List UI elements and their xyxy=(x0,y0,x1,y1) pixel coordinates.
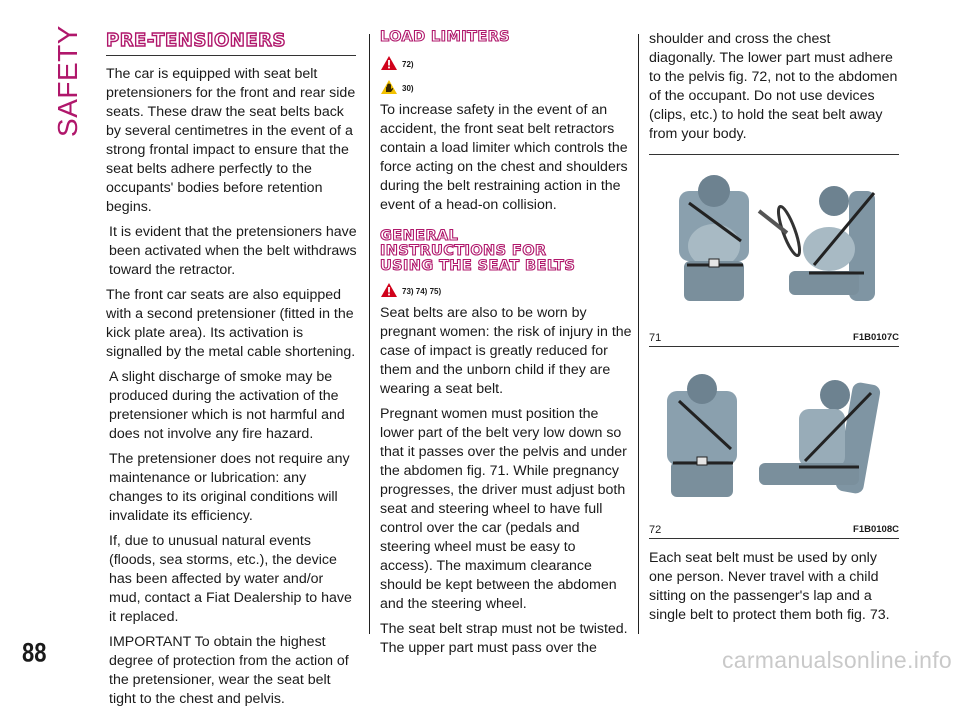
caution-hand-icon xyxy=(380,79,398,95)
figure-caption xyxy=(649,332,899,344)
figure-caption xyxy=(649,524,899,536)
paragraph: The car is equipped with seat belt pretensioners for the front and rear side seats. These draw the seat belts back by several centimetres in the event of a strong frontal impact to ensure that the seat belts adhere perfectly to the occupants' bodies before retention begins. xyxy=(106,66,356,215)
column-general-continued xyxy=(649,30,899,631)
paragraph: If, due to unusual natural events (floods, sea storms, etc.), the device has been affected by water and/or mud, contact a Fiat Dealership to have it replaced. xyxy=(109,533,352,625)
figure-code: F1B0107C xyxy=(853,332,899,343)
warning-reference xyxy=(380,49,632,71)
heading-pretensioners: PRE-TENSIONERS xyxy=(106,30,356,56)
section-label-text: SAFETY xyxy=(52,25,84,137)
paragraph: A slight discharge of smoke may be produced during the activation of the pretensioner which is not harmful and does not involve any fire hazard. xyxy=(109,369,345,442)
caution-ref-text: 30) xyxy=(402,84,414,93)
caution-reference xyxy=(380,73,632,95)
figure-number: 72 xyxy=(649,524,662,536)
column-divider xyxy=(638,34,639,634)
paragraph: Each seat belt must be used by only one person. Never travel with a child sitting on the passenger's lap and a single belt to protect them both fig. 73. xyxy=(649,550,890,623)
paragraph: shoulder and cross the chest diagonally. The lower part must adhere to the pelvis fig. 72, not to the abdomen of the occupant. Do not use devices (clips, etc.) to hold the seat belt away from your body. xyxy=(649,31,898,142)
heading-line: INSTRUCTIONS FOR xyxy=(380,243,547,259)
paragraph: It is evident that the pretensioners have been activated when the belt withdraws toward the retractor. xyxy=(109,224,357,278)
watermark: carmanualsonline.info xyxy=(721,647,952,673)
warning-reference xyxy=(380,276,632,298)
figure-rule xyxy=(649,538,899,539)
figure-71 xyxy=(649,154,899,346)
column-load-limiters xyxy=(380,30,632,664)
paragraph: IMPORTANT To obtain the highest degree of protection from the action of the pretensioner, wear the seat belt tight to the chest and pelvis. xyxy=(109,634,349,707)
pregnant-woman-seatbelt-illustration xyxy=(649,161,899,321)
warning-triangle-icon xyxy=(380,55,398,71)
warning-ref-text: 72) xyxy=(402,60,414,69)
paragraph: Pregnant women must position the lower part of the belt very low down so that it passes over the pelvis and under the abdomen fig. 71. While pregnancy progresses, the driver must adjust both seat and steering wheel to have full control over the car (pedals and steering wheel must be easy to access). The maximum clearance should be kept between the abdomen and the steering wheel. xyxy=(380,406,627,612)
section-label xyxy=(48,25,88,137)
heading-general-instructions xyxy=(380,229,632,274)
column-divider xyxy=(369,34,370,634)
paragraph: The front car seats are also equipped with a second pretensioner (fitted in the kick plate area). Its activation is signalled by the metal cable shortening. xyxy=(106,287,356,360)
paragraph: To increase safety in the event of an accident, the front seat belt retractors contain a load limiter which controls the force acting on the chest and shoulders during the belt restraining action in the event of a head-on collision. xyxy=(380,102,628,213)
figure-code: F1B0108C xyxy=(853,524,899,535)
paragraph: The seat belt strap must not be twisted. The upper part must pass over the xyxy=(380,621,628,656)
warning-ref-text: 73) 74) 75) xyxy=(402,287,442,296)
seatbelt-position-illustration xyxy=(649,353,899,513)
heading-line: USING THE SEAT BELTS xyxy=(380,258,576,274)
paragraph: Seat belts are also to be worn by pregnant women: the risk of injury in the case of impact is greatly reduced for them and the unborn child if they are wearing a seat belt. xyxy=(380,305,632,397)
figure-number: 71 xyxy=(649,332,662,344)
warning-triangle-icon xyxy=(380,282,398,298)
page-number: 88 xyxy=(22,637,47,668)
heading-line: GENERAL xyxy=(380,228,459,244)
column-pretensioners xyxy=(106,30,358,715)
figure-72 xyxy=(649,346,899,538)
heading-load-limiters: LOAD LIMITERS xyxy=(380,29,511,45)
paragraph: The pretensioner does not require any maintenance or lubrication: any changes to its original conditions will invalidate its efficiency. xyxy=(109,451,350,524)
